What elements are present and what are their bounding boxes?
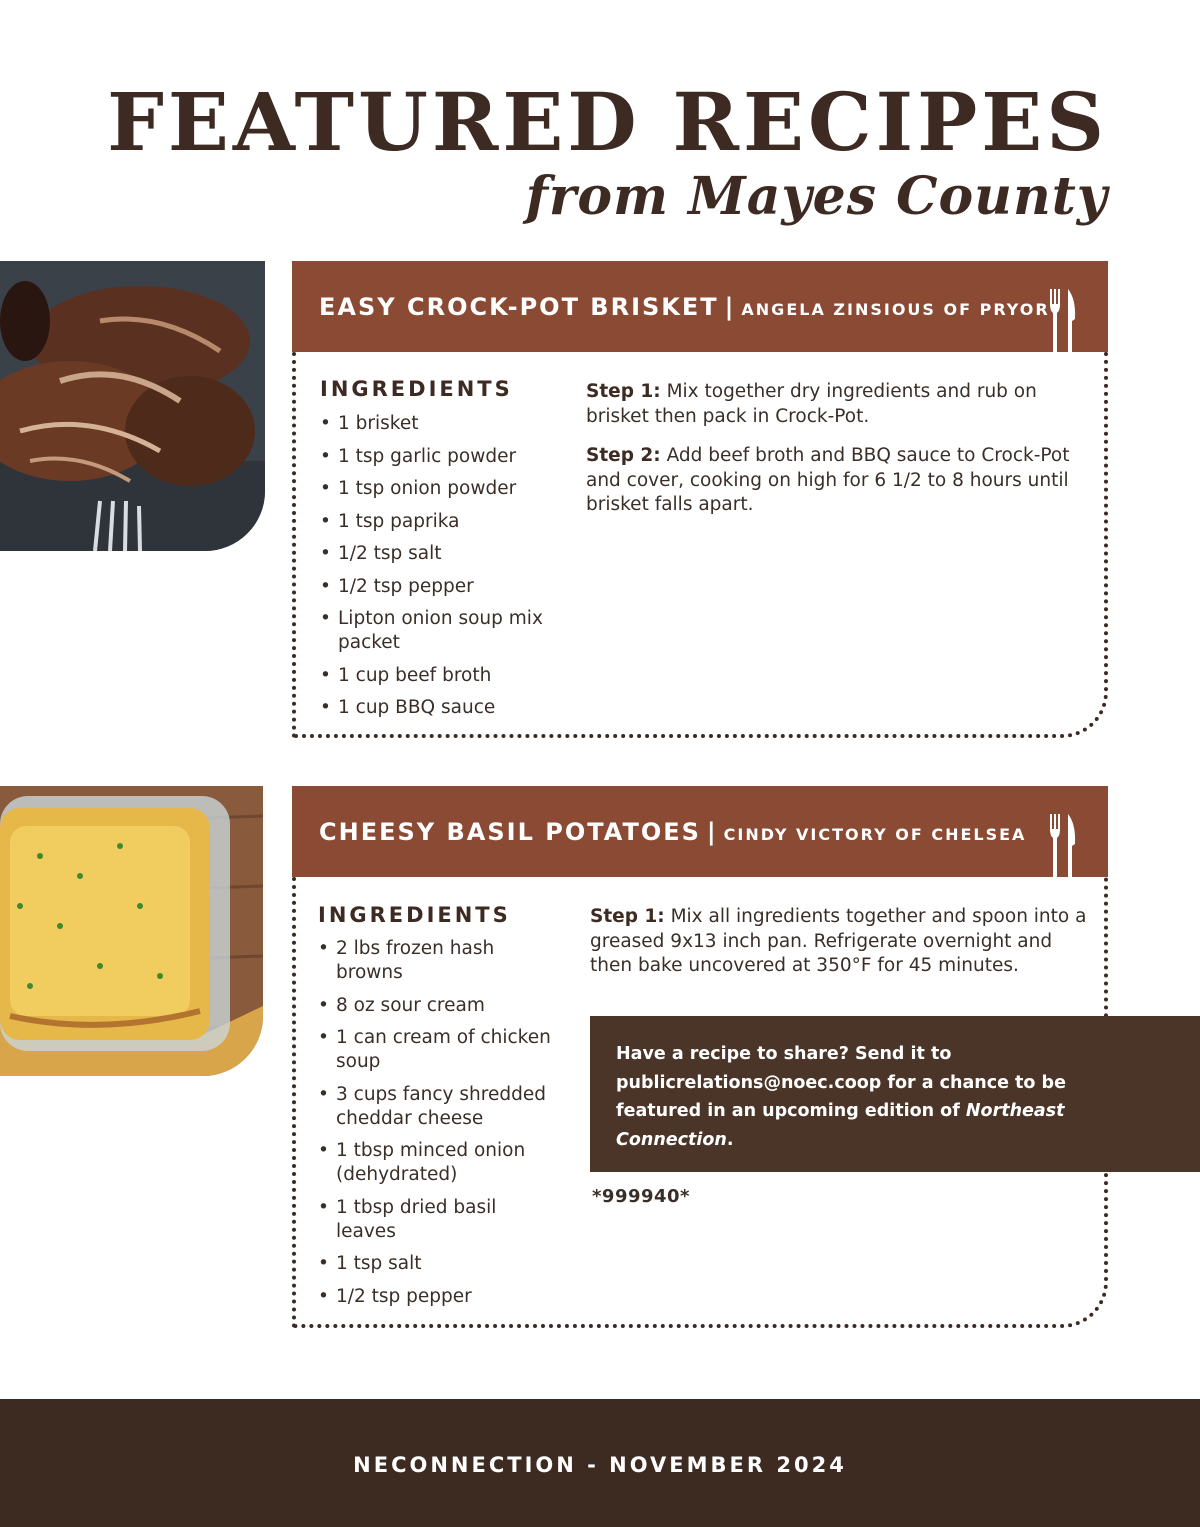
- list-item: • 3 cups fancy shredded cheddar cheese: [318, 1083, 558, 1131]
- ingredients-list-brisket: [320, 412, 560, 729]
- ingredients-heading: INGREDIENTS: [318, 903, 511, 927]
- recipe-header-brisket: [292, 261, 1108, 352]
- recipe-author: ANGELA ZINSIOUS OF PRYOR: [741, 300, 1050, 319]
- step-label: Step 2:: [586, 445, 661, 466]
- callout-period: .: [726, 1129, 734, 1150]
- recipe-title-brisket: [319, 293, 1050, 321]
- title-separator: |: [724, 293, 736, 321]
- ingredients-list-potatoes: [318, 937, 558, 1317]
- list-item: • 1 tsp salt: [318, 1252, 558, 1276]
- step-text: Mix together dry ingredients and rub on brisket then pack in Crock-Pot.: [586, 381, 1037, 427]
- step-text: Mix all ingredients together and spoon into a greased 9x13 inch pan. Refrigerate overnight and then bake uncovered at 350°F for 45 minutes.: [590, 906, 1087, 976]
- list-item: • 1 tbsp dried basil leaves: [318, 1196, 558, 1244]
- footer-text: NECONNECTION - NOVEMBER 2024: [353, 1453, 847, 1477]
- list-item: • 1 tsp onion powder: [320, 477, 560, 501]
- reference-code: *999940*: [592, 1186, 690, 1207]
- list-item: • 1/2 tsp pepper: [318, 1285, 558, 1309]
- ingredients-heading: INGREDIENTS: [320, 377, 513, 401]
- list-item: • 1 cup beef broth: [320, 664, 560, 688]
- potatoes-photo: [0, 786, 263, 1076]
- submit-recipe-callout: [590, 1016, 1200, 1172]
- list-item: • 1 tbsp minced onion (dehydrated): [318, 1139, 558, 1187]
- page-subtitle: from Mayes County: [525, 166, 1108, 227]
- footer-bar: [0, 1399, 1200, 1527]
- recipe-header-potatoes: [292, 786, 1108, 877]
- list-item: • 1 tsp garlic powder: [320, 445, 560, 469]
- list-item: • 1/2 tsp salt: [320, 542, 560, 566]
- step-2-brisket: [586, 444, 1076, 518]
- step-1-potatoes: [590, 905, 1090, 979]
- step-1-brisket: [586, 380, 1076, 429]
- list-item: • 8 oz sour cream: [318, 994, 558, 1018]
- list-item: • 1 cup BBQ sauce: [320, 696, 560, 720]
- page-title: FEATURED RECIPES: [107, 75, 1108, 169]
- fork-knife-icon: [1048, 814, 1078, 881]
- title-separator: |: [706, 818, 718, 846]
- step-text: Add beef broth and BBQ sauce to Crock-Pot and cover, cooking on high for 6 1/2 to 8 hours until brisket falls apart.: [586, 445, 1070, 515]
- brisket-photo: [0, 261, 265, 551]
- recipe-name: EASY CROCK-POT BRISKET: [319, 293, 719, 321]
- step-label: Step 1:: [586, 381, 661, 402]
- list-item: • 2 lbs frozen hash browns: [318, 937, 558, 985]
- list-item: • 1 brisket: [320, 412, 560, 436]
- list-item: • 1 can cream of chicken soup: [318, 1026, 558, 1074]
- list-item: • Lipton onion soup mix packet: [320, 607, 560, 655]
- recipe-author: CINDY VICTORY OF CHELSEA: [723, 825, 1027, 844]
- publication-name: Northeast Connection: [616, 1101, 1065, 1150]
- list-item: • 1 tsp paprika: [320, 510, 560, 534]
- recipe-title-potatoes: [319, 818, 1026, 846]
- list-item: • 1/2 tsp pepper: [320, 575, 560, 599]
- recipe-name: CHEESY BASIL POTATOES: [319, 818, 701, 846]
- step-label: Step 1:: [590, 906, 665, 927]
- callout-text: Have a recipe to share? Send it to publicrelations@noec.coop for a chance to be featured in an upcoming edition of: [616, 1044, 1066, 1121]
- fork-knife-icon: [1048, 289, 1078, 356]
